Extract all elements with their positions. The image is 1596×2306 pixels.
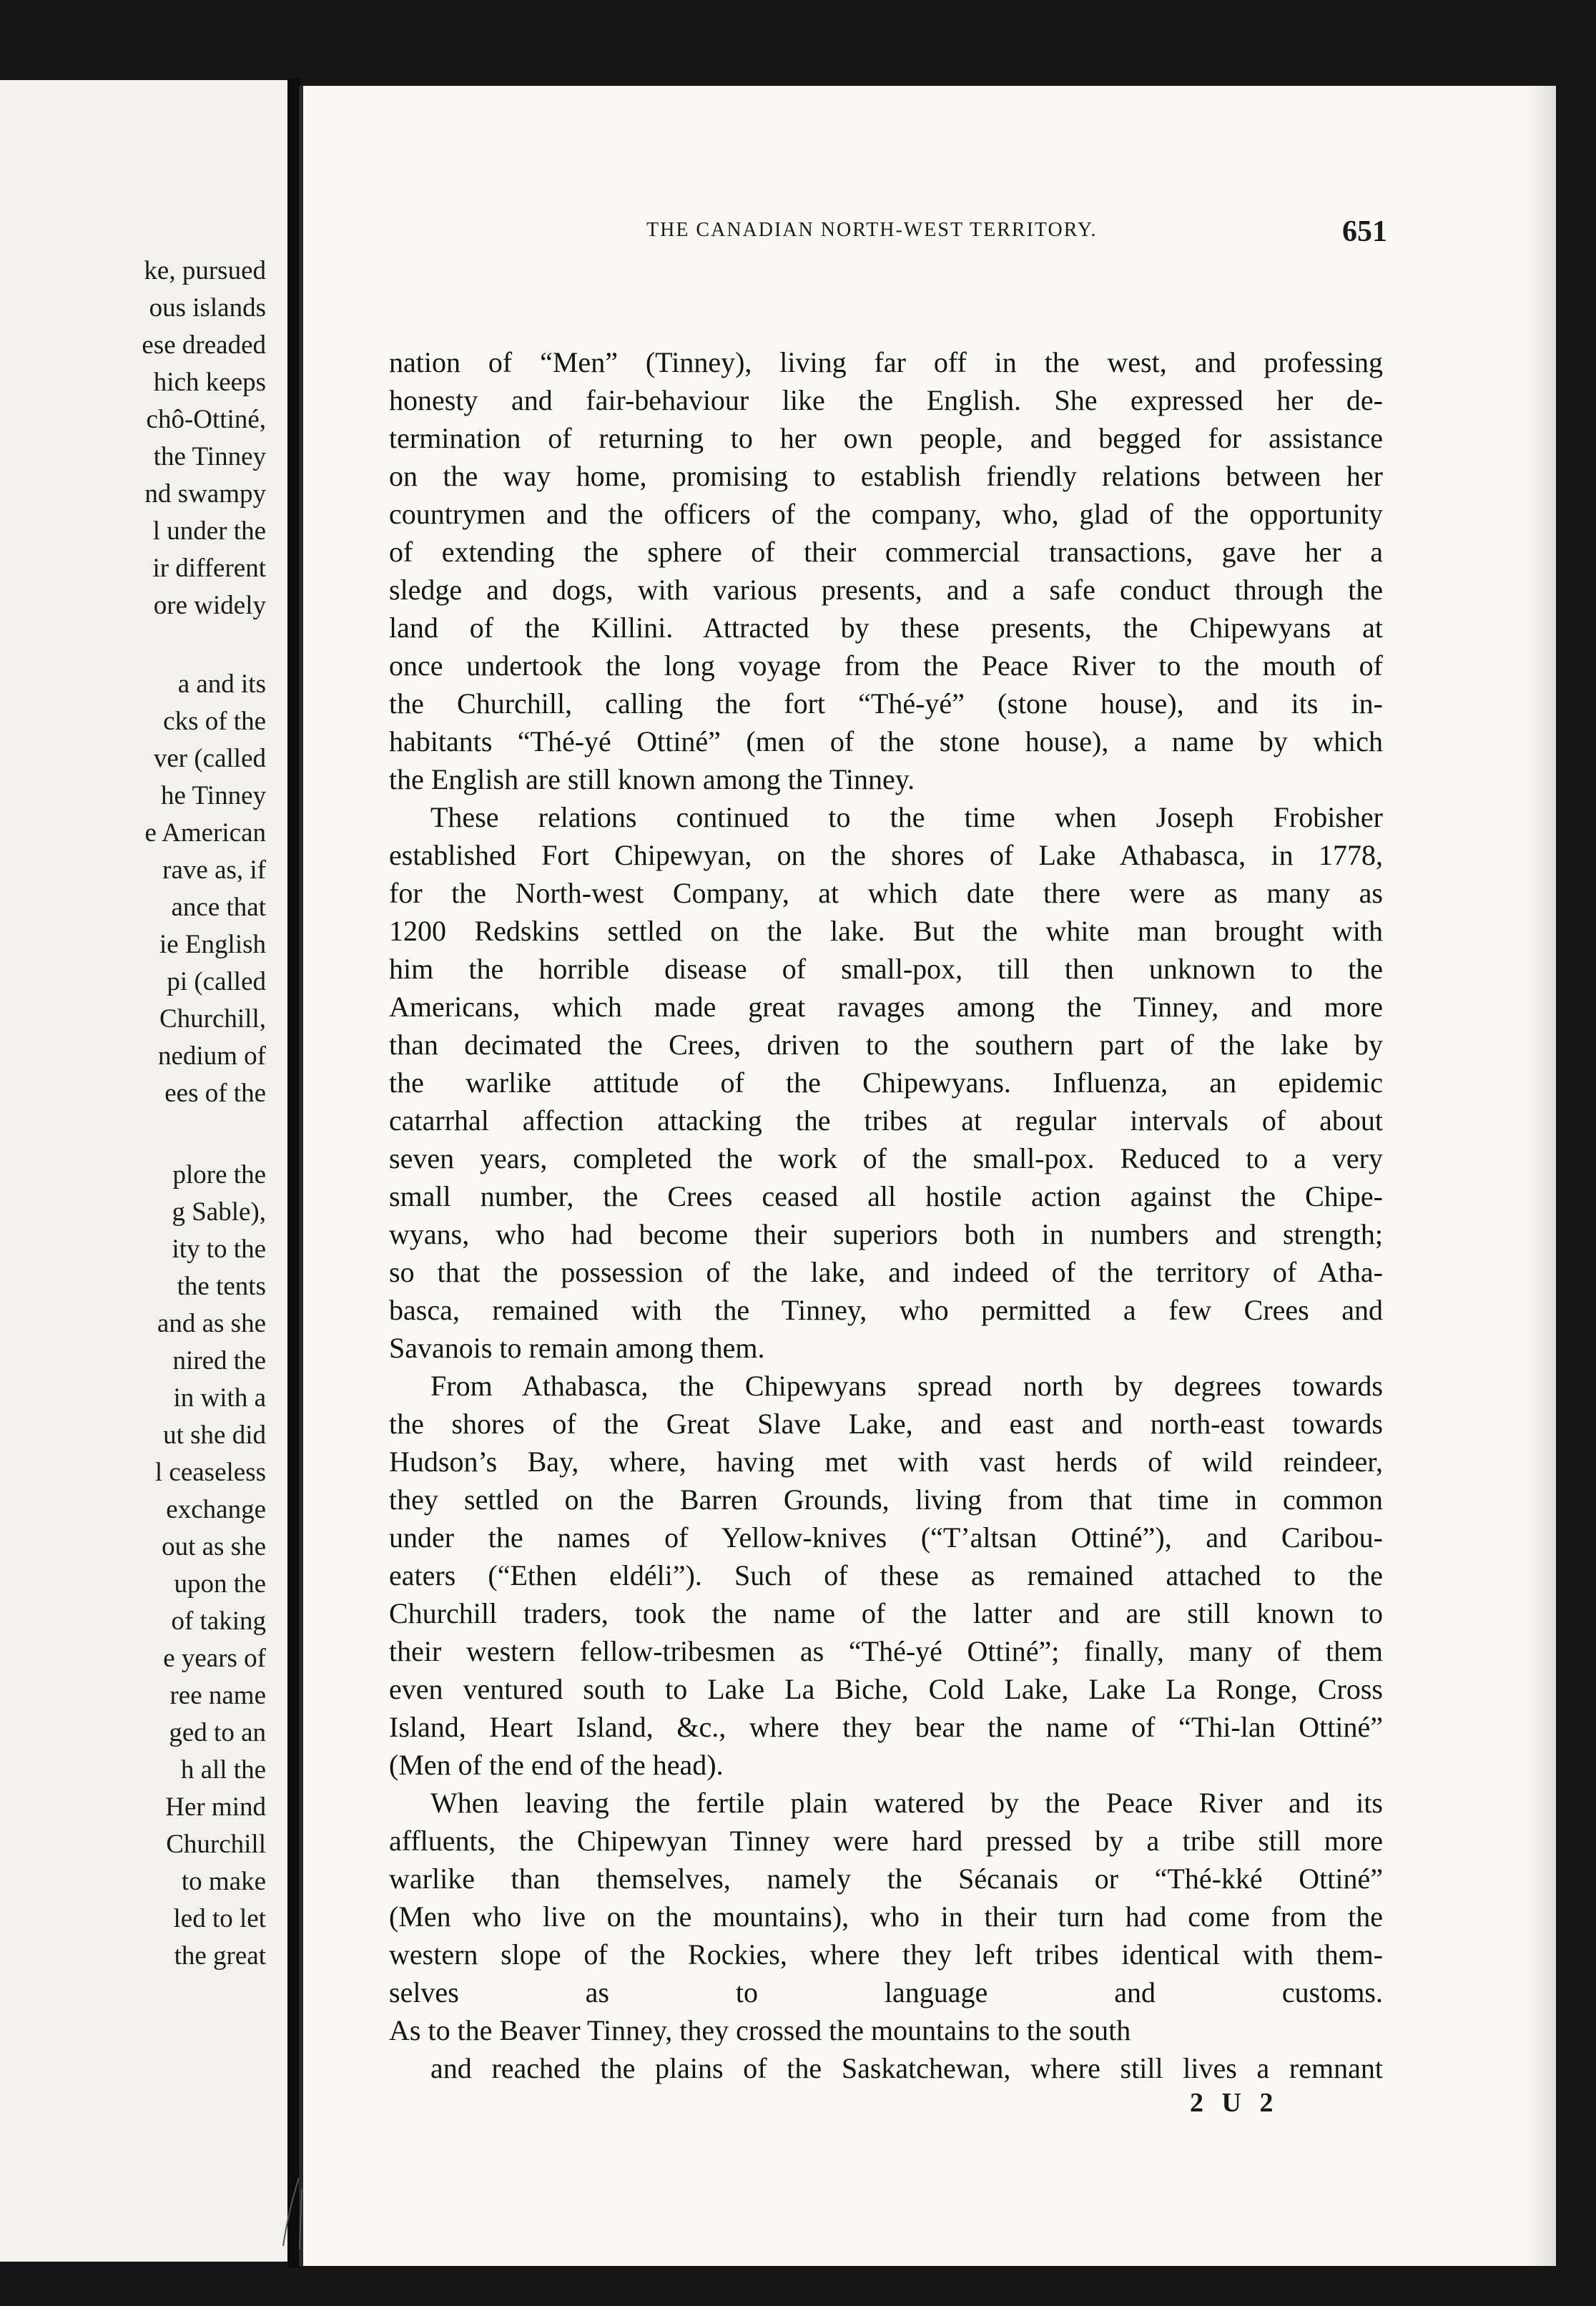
text-line: once undertook the long voyage from the Peace River to the mouth of: [389, 649, 1383, 682]
left-page-line: ese dreaded: [142, 330, 266, 360]
text-line: the warlike attitude of the Chipewyans. Influenza, an epidemic: [389, 1066, 1383, 1099]
text-line: under the names of Yellow-knives (“T’altsan Ottiné”), and Caribou-: [389, 1521, 1383, 1554]
left-page-line: e years of: [163, 1644, 266, 1673]
left-page-line: Her mind: [165, 1792, 266, 1822]
left-page-line: plore the: [172, 1160, 266, 1189]
left-page-line: ees of the: [164, 1079, 266, 1108]
pencil-mark-icon: [277, 2174, 320, 2253]
left-page-line: ore widely: [153, 591, 266, 620]
left-page-line: l ceaseless: [154, 1458, 266, 1487]
text-line: basca, remained with the Tinney, who permitted a few Crees and: [389, 1294, 1383, 1326]
left-page-line: l under the: [152, 516, 266, 546]
signature-mark: 2 U 2: [1190, 2088, 1279, 2118]
text-line: sledge and dogs, with various presents, and a safe conduct through the: [389, 574, 1383, 606]
left-page-line: ity to the: [172, 1235, 266, 1264]
left-page-line: ree name: [169, 1681, 266, 1710]
left-facing-page: [0, 80, 287, 2262]
page-number: 651: [1342, 215, 1387, 248]
left-page-line: ie English: [159, 930, 266, 959]
left-page-line: the Tinney: [153, 442, 266, 471]
text-line: (Men of the end of the head).: [389, 1749, 724, 1781]
text-line: Churchill traders, took the name of the latter and are still known to: [389, 1597, 1383, 1629]
text-line: wyans, who had become their superiors both in numbers and strength;: [389, 1218, 1383, 1250]
text-line: From Athabasca, the Chipewyans spread north by degrees towards: [430, 1370, 1383, 1402]
left-page-line: exchange: [166, 1495, 266, 1524]
left-page-line: the tents: [177, 1272, 266, 1301]
left-page-line: out as she: [162, 1532, 266, 1561]
text-line: seven years, completed the work of the small-pox. Reduced to a very: [389, 1142, 1383, 1174]
left-page-line: led to let: [173, 1904, 266, 1933]
text-line: countrymen and the officers of the company, who, glad of the opportunity: [389, 498, 1383, 530]
text-line: Savanois to remain among them.: [389, 1332, 765, 1364]
left-page-line: ir different: [152, 554, 266, 583]
text-line: warlike than themselves, namely the Sécanais or “Thé-kké Ottiné”: [389, 1863, 1383, 1895]
left-page-line: hich keeps: [153, 368, 266, 397]
text-line: catarrhal affection attacking the tribes at regular intervals of about: [389, 1104, 1383, 1137]
left-page-line: chô-Ottiné,: [146, 405, 266, 434]
text-line: small number, the Crees ceased all hostile action against the Chipe-: [389, 1180, 1383, 1212]
left-page-line: g Sable),: [172, 1197, 266, 1227]
text-line: honesty and fair-behaviour like the English. She expressed her de-: [389, 384, 1383, 416]
left-page-line: cks of the: [163, 707, 266, 736]
text-line: selves as to language and customs.: [389, 1976, 1383, 2008]
text-line: the shores of the Great Slave Lake, and east and north-east towards: [389, 1408, 1383, 1440]
text-line: of extending the sphere of their commercial transactions, gave her a: [389, 536, 1383, 568]
left-page-line: upon the: [174, 1569, 266, 1599]
text-line: Hudson’s Bay, where, having met with vast herds of wild reindeer,: [389, 1446, 1383, 1478]
left-page-line: pi (called: [167, 967, 266, 996]
left-page-line: a and its: [177, 669, 266, 699]
text-line: Americans, which made great ravages among the Tinney, and more: [389, 991, 1383, 1023]
left-page-line: and as she: [157, 1309, 266, 1338]
left-page-line: to make: [181, 1867, 266, 1896]
left-page-line: the great: [174, 1941, 266, 1971]
left-page-line: e American: [144, 818, 266, 848]
left-page-line: ut she did: [163, 1421, 266, 1450]
left-page-line: of taking: [171, 1606, 266, 1636]
body-text: [389, 343, 1383, 2087]
left-page-line: ver (called: [153, 744, 266, 773]
text-line: termination of returning to her own people, and begged for assistance: [389, 422, 1383, 454]
left-page-line: ous islands: [149, 293, 266, 323]
left-page-line: rave as, if: [162, 855, 266, 885]
text-line: than decimated the Crees, driven to the southern part of the lake by: [389, 1029, 1383, 1061]
left-page-line: nd swampy: [144, 479, 266, 509]
text-line: nation of “Men” (Tinney), living far off in the west, and professing: [389, 346, 1383, 378]
text-line: (Men who live on the mountains), who in their turn had come from the: [389, 1900, 1383, 1933]
text-line: Island, Heart Island, &c., where they bear the name of “Thi-lan Ottiné”: [389, 1711, 1383, 1743]
left-page-line: h all the: [180, 1755, 266, 1785]
text-line: When leaving the fertile plain watered by the Peace River and its: [430, 1787, 1383, 1819]
text-line: for the North-west Company, at which date there were as many as: [389, 877, 1383, 909]
text-line: him the horrible disease of small-pox, till then unknown to the: [389, 953, 1383, 985]
running-head: [343, 215, 1387, 249]
text-line: land of the Killini. Attracted by these presents, the Chipewyans at: [389, 612, 1383, 644]
text-line: and reached the plains of the Saskatchewan, where still lives a remnant: [430, 2052, 1383, 2084]
text-line: 1200 Redskins settled on the lake. But the white man brought with: [389, 915, 1383, 947]
text-line: western slope of the Rockies, where they left tribes identical with them-: [389, 1938, 1383, 1971]
running-title: THE CANADIAN NORTH-WEST TERRITORY.: [646, 219, 1098, 241]
left-page-line: he Tinney: [160, 781, 266, 810]
left-page-line: in with a: [173, 1383, 266, 1413]
text-line: eaters (“Ethen eldéli”). Such of these as remained attached to the: [389, 1559, 1383, 1591]
left-page-line: ance that: [171, 893, 266, 922]
left-page-line: ke, pursued: [144, 256, 266, 285]
text-line: established Fort Chipewyan, on the shores of Lake Athabasca, in 1778,: [389, 839, 1383, 871]
text-line: they settled on the Barren Grounds, living from that time in common: [389, 1483, 1383, 1516]
left-page-line: nired the: [172, 1346, 266, 1375]
text-line: their western fellow-tribesmen as “Thé-yé Ottiné”; finally, many of them: [389, 1635, 1383, 1667]
text-line: so that the possession of the lake, and indeed of the territory of Atha-: [389, 1256, 1383, 1288]
text-line: habitants “Thé-yé Ottiné” (men of the stone house), a name by which: [389, 725, 1383, 757]
left-page-line: Churchill,: [159, 1004, 266, 1034]
left-page-line: Churchill: [166, 1830, 266, 1859]
left-page-line: ged to an: [169, 1718, 266, 1747]
text-line: even ventured south to Lake La Biche, Cold Lake, Lake La Ronge, Cross: [389, 1673, 1383, 1705]
left-page-line: nedium of: [157, 1041, 266, 1071]
text-line: the English are still known among the Tinney.: [389, 763, 915, 795]
text-line: on the way home, promising to establish friendly relations between her: [389, 460, 1383, 492]
text-line: the Churchill, calling the fort “Thé-yé” (stone house), and its in-: [389, 687, 1383, 720]
text-line: affluents, the Chipewyan Tinney were hard pressed by a tribe still more: [389, 1825, 1383, 1857]
text-line: These relations continued to the time when Joseph Frobisher: [430, 801, 1383, 833]
text-line: As to the Beaver Tinney, they crossed the mountains to the south: [389, 2014, 1131, 2046]
